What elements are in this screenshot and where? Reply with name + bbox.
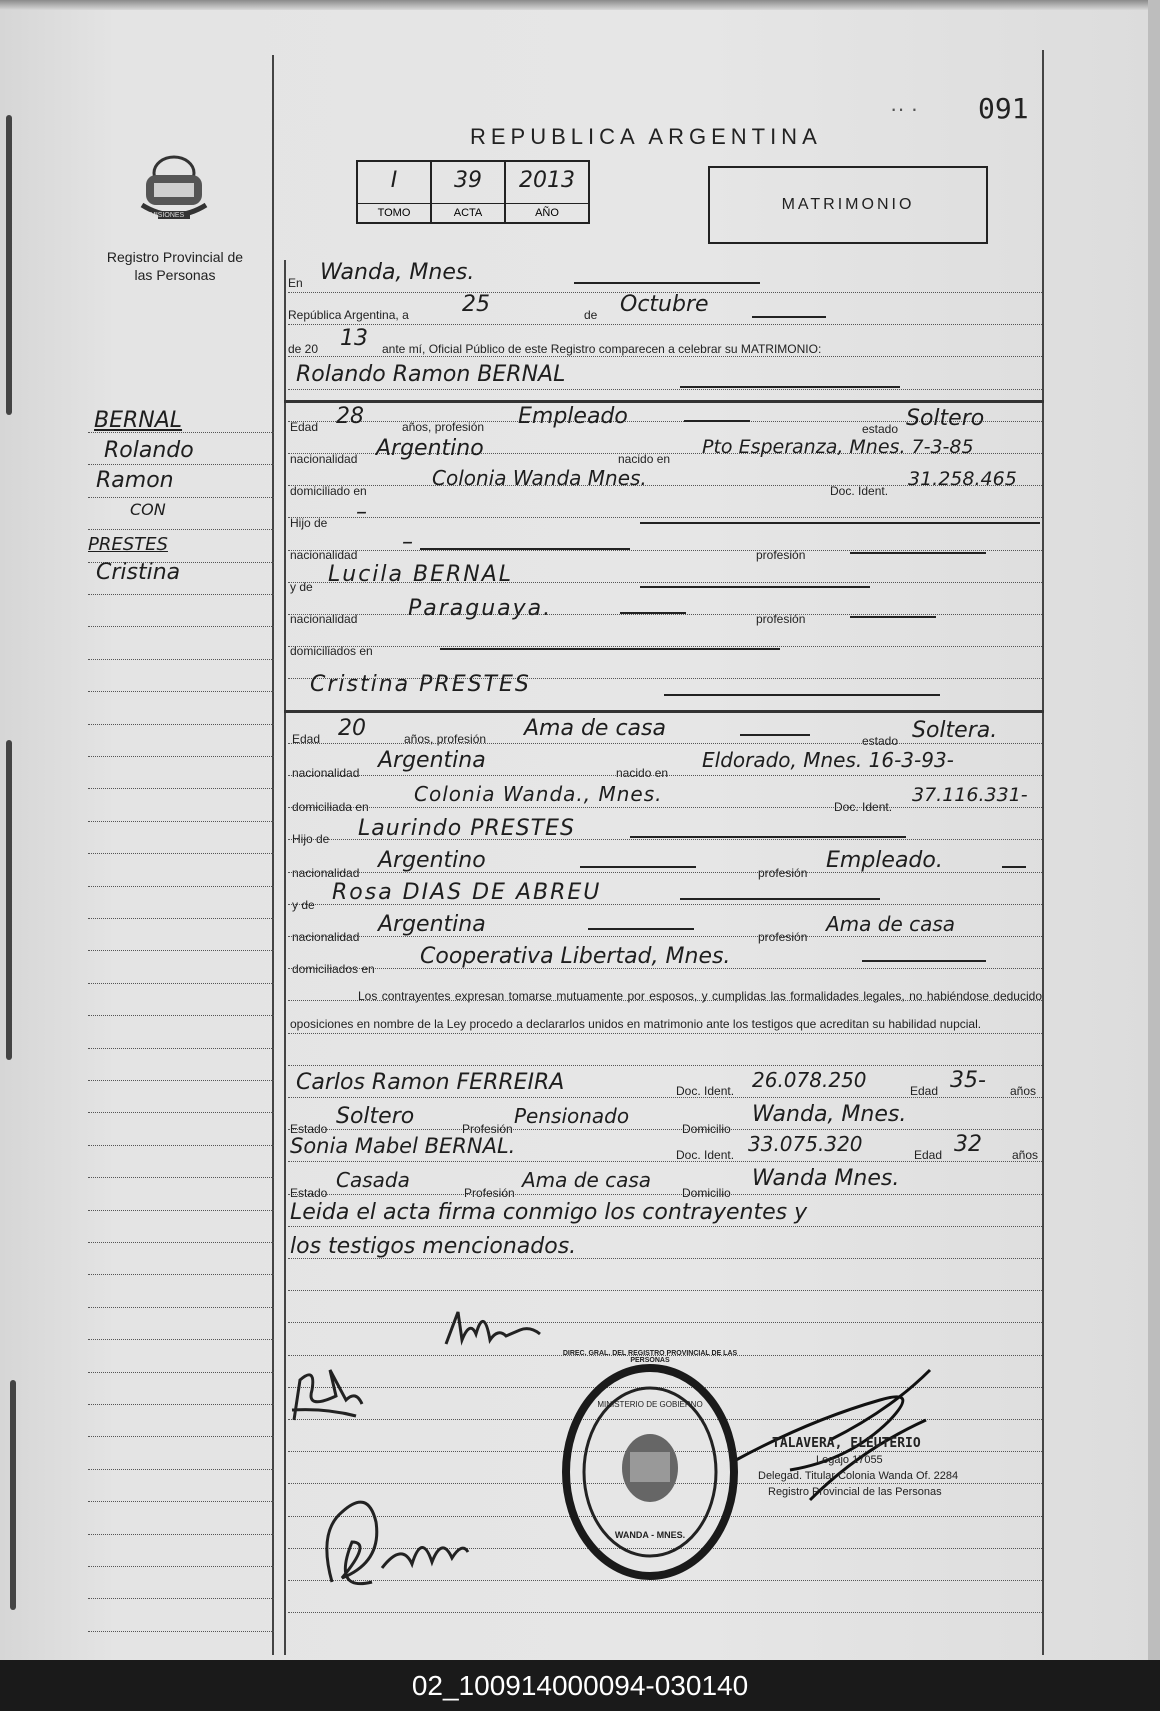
witness1-name: Carlos Ramon FERREIRA — [296, 1070, 565, 1095]
witness2-prof-label: Profesión — [464, 1186, 515, 1200]
form-rule — [288, 614, 1042, 615]
witness2-dom: Wanda Mnes. — [752, 1166, 900, 1191]
witness2-age: 32 — [954, 1132, 982, 1157]
acta-cell — [432, 162, 506, 222]
margin-rule — [88, 886, 274, 887]
groom-doc: 31.258.465 — [908, 468, 1017, 490]
binder-mark — [6, 115, 12, 415]
de-label: de — [584, 308, 598, 322]
declaration-text: Los contrayentes expresan tomarse mutuamente por esposos, y cumplidas las formalidades legales, no habiéndose deducido oposiciones en nombre de la Ley procedo a declararlos unidos en matrimonio ante los testigos que acreditan su habilidad nupcial. — [290, 989, 1042, 1031]
fill-dash — [752, 316, 826, 318]
margin-rule — [88, 1112, 274, 1113]
fill-dash — [574, 282, 760, 284]
doc-number: 091 — [978, 92, 1029, 125]
fill-dash — [440, 648, 780, 650]
form-rule — [288, 1322, 1042, 1323]
official-title: Delegad. Titular Colonia Wanda Of. 2284 — [758, 1470, 959, 1482]
margin-rule — [88, 1372, 274, 1373]
groom-profession: Empleado — [518, 404, 628, 429]
marriage-year: 13 — [340, 326, 368, 351]
groom-dom-label: domiciliado en — [290, 484, 367, 498]
bride-father-prof: Empleado. — [826, 848, 943, 873]
witness2-estado-label: Estado — [290, 1186, 328, 1200]
form-rule — [288, 743, 1042, 744]
groom-mother-prof-label: profesión — [756, 612, 806, 626]
marriage-day: 25 — [462, 292, 490, 317]
signature-witnesses — [312, 1472, 472, 1602]
acta-value: 39 — [454, 168, 482, 193]
form-rule — [288, 1290, 1042, 1291]
fill-dash — [850, 552, 986, 554]
tomo-cell — [358, 162, 432, 222]
groom-father: – — [356, 500, 367, 525]
stamp-inner-text: MINISTERIO DE GOBIERNO — [597, 1400, 703, 1409]
fill-dash — [580, 866, 696, 868]
fill-dash — [680, 898, 880, 900]
marriage-place: Wanda, Mnes. — [320, 260, 475, 285]
stamp-ring-text: DIREC. GRAL. DEL REGISTRO PROVINCIAL DE LAS PERSONAS — [562, 1350, 738, 1364]
margin-rule — [88, 497, 274, 498]
witness2-doc: 33.075.320 — [748, 1132, 863, 1156]
section-divider — [284, 400, 1044, 403]
margin-rule — [88, 1080, 274, 1081]
margin-rule — [88, 1242, 274, 1243]
margin-surname-bride: PRESTES — [88, 534, 168, 555]
bride-prof-label: años, profesión — [404, 732, 487, 746]
witness1-prof-label: Profesión — [462, 1122, 513, 1136]
closing-line-2: los testigos mencionados. — [290, 1234, 577, 1259]
fill-dash — [630, 836, 906, 838]
groom-edad-label: Edad — [290, 420, 319, 434]
form-rule — [288, 807, 1042, 808]
groom-civil-state: Soltero — [906, 406, 985, 431]
bride-dom-label: domiciliada en — [292, 800, 369, 814]
margin-divider — [272, 55, 274, 1655]
margin-rule — [88, 1469, 274, 1470]
witness1-doc: 26.078.250 — [752, 1068, 867, 1092]
bride-parents-domicile: Cooperativa Libertad, Mnes. — [420, 944, 731, 969]
footer-id: 02_100914000094-030140 — [411, 1670, 749, 1701]
margin-rule — [88, 691, 274, 692]
form-rule — [288, 517, 1042, 518]
bride-doms-label: domiciliados en — [292, 962, 375, 976]
section-divider — [284, 710, 1044, 713]
margin-surname-groom: BERNAL — [94, 408, 183, 433]
form-rule — [288, 389, 1042, 390]
form-rule — [288, 356, 1042, 357]
closing-line-1: Leida el acta firma conmigo los contrayentes y — [290, 1200, 808, 1225]
witness1-estado: Soltero — [336, 1104, 415, 1129]
margin-rule — [88, 1274, 274, 1275]
form-left-border — [284, 260, 286, 1655]
bride-hijo-label: Hijo de — [292, 832, 330, 846]
groom-domicile: Colonia Wanda Mnes. — [432, 466, 647, 490]
witness2-estado: Casada — [336, 1168, 410, 1192]
margin-rule — [88, 1015, 274, 1016]
binder-mark — [10, 1380, 16, 1610]
tomo-acta-ano-box — [356, 160, 590, 224]
groom-mother: Lucila BERNAL — [328, 562, 514, 587]
act-type: MATRIMONIO — [781, 196, 915, 213]
groom-estado-label: estado — [862, 422, 899, 436]
margin-rule — [88, 1048, 274, 1049]
fill-dash — [588, 928, 694, 930]
acta-label: ACTA — [432, 203, 504, 222]
groom-father-nac-label: nacionalidad — [290, 548, 358, 562]
form-rule — [288, 1129, 1042, 1130]
bride-name: Cristina PRESTES — [310, 672, 531, 697]
groom-nationality: Argentino — [376, 436, 484, 461]
margin-rule — [88, 788, 274, 789]
bride-yde-label: y de — [292, 898, 315, 912]
matrimonio-box — [708, 166, 988, 244]
signature-bride — [286, 1360, 366, 1430]
margin-rule — [88, 1210, 274, 1211]
ano-cell — [506, 162, 588, 222]
fill-dash — [740, 734, 810, 736]
groom-nacido-label: nacido en — [618, 452, 671, 466]
country-title: REPUBLICA ARGENTINA — [470, 124, 822, 149]
bride-mother-prof-label: profesión — [758, 930, 808, 944]
bride-father-prof-label: profesión — [758, 866, 808, 880]
groom-father-nat: – — [402, 530, 413, 555]
witness1-dom: Wanda, Mnes. — [752, 1102, 907, 1127]
official-registry: Registro Provincial de las Personas — [768, 1486, 942, 1498]
bride-mother-prof: Ama de casa — [826, 912, 956, 936]
fill-dash — [1002, 866, 1026, 868]
margin-con: CON — [130, 500, 166, 519]
witness2-name: Sonia Mabel BERNAL. — [290, 1134, 516, 1158]
witness1-dom-label: Domicilio — [682, 1122, 731, 1136]
witness1-anos-label: años — [1010, 1084, 1037, 1098]
form-rule — [288, 646, 1042, 647]
witness2-doc-label: Doc. Ident. — [676, 1148, 735, 1162]
fill-dash — [850, 616, 936, 618]
margin-rule — [88, 1631, 274, 1632]
margin-rule — [88, 1534, 274, 1535]
witness2-edad-label: Edad — [914, 1148, 943, 1162]
groom-doc-label: Doc. Ident. — [830, 484, 889, 498]
witness2-dom-label: Domicilio — [682, 1186, 731, 1200]
witness1-prof: Pensionado — [514, 1104, 630, 1128]
groom-name: Rolando Ramon BERNAL — [296, 362, 566, 387]
republica-label: República Argentina, a — [288, 308, 409, 322]
groom-yde-label: y de — [290, 580, 313, 594]
tomo-label: TOMO — [358, 203, 430, 222]
province-seal-icon — [134, 145, 214, 235]
signature-groom — [440, 1300, 560, 1360]
fill-dash — [684, 420, 750, 422]
official-name: TALAVERA, ELEUTERIO — [772, 1436, 921, 1451]
fill-dash — [862, 960, 986, 962]
margin-rule — [88, 1177, 274, 1178]
ano-value: 2013 — [519, 168, 575, 193]
form-rule — [288, 1065, 1042, 1066]
margin-rule — [88, 950, 274, 951]
witness2-prof: Ama de casa — [522, 1168, 652, 1192]
form-rule — [288, 1226, 1042, 1227]
binder-mark — [6, 740, 12, 1060]
bride-estado-label: estado — [862, 734, 899, 748]
seal-label: MISIONES — [150, 212, 185, 219]
page-top-edge — [0, 0, 1160, 10]
groom-doms-label: domiciliados en — [290, 644, 373, 658]
bride-birth: Eldorado, Mnes. 16-3-93- — [702, 748, 954, 772]
margin-rule — [88, 1436, 274, 1437]
groom-prof-label: años, profesión — [402, 420, 485, 434]
fill-dash — [640, 586, 870, 588]
form-rule — [288, 324, 1042, 325]
margin-rule — [88, 1501, 274, 1502]
bride-edad-label: Edad — [292, 732, 321, 746]
groom-father-prof-label: profesión — [756, 548, 806, 562]
form-rule — [288, 1612, 1042, 1613]
ano-label: AÑO — [506, 203, 588, 222]
bride-father: Laurindo PRESTES — [358, 816, 575, 841]
fill-dash — [664, 694, 940, 696]
bride-doc-label: Doc. Ident. — [834, 800, 893, 814]
witness2-anos-label: años — [1012, 1148, 1039, 1162]
margin-name2-groom: Ramon — [96, 468, 174, 493]
bride-mother: Rosa DIAS DE ABREU — [332, 880, 602, 905]
margin-rule — [88, 594, 274, 595]
en-label: En — [288, 276, 303, 290]
bride-nacido-label: nacido en — [616, 766, 669, 780]
groom-age: 28 — [336, 404, 364, 429]
marriage-month: Octubre — [620, 292, 709, 317]
registry-label: Registro Provincial de las Personas — [106, 249, 244, 283]
margin-rule — [88, 1339, 274, 1340]
witness1-edad-label: Edad — [910, 1084, 939, 1098]
bride-father-nac-label: nacionalidad — [292, 866, 360, 880]
fill-dash — [620, 612, 686, 614]
margin-rule — [88, 659, 274, 660]
fill-dash — [640, 522, 1040, 524]
groom-mother-nat: Paraguaya. — [408, 596, 553, 621]
groom-birth: Pto Esperanza, Mnes. 7-3-85 — [702, 436, 974, 458]
margin-rule — [88, 626, 274, 627]
appear-text: ante mí, Oficial Público de este Registro comparecen a celebrar su MATRIMONIO: — [382, 342, 822, 356]
bride-age: 20 — [338, 716, 366, 741]
bride-profession: Ama de casa — [524, 716, 666, 741]
doc-prefix: ·· · — [890, 96, 919, 121]
margin-rule — [88, 821, 274, 822]
form-right-border — [1042, 50, 1044, 1655]
margin-rule — [88, 1566, 274, 1567]
margin-rule — [88, 918, 274, 919]
bride-civil-state: Soltera. — [912, 718, 998, 743]
form-rule — [288, 1194, 1042, 1195]
margin-rule — [88, 756, 274, 757]
witness1-doc-label: Doc. Ident. — [676, 1084, 735, 1098]
bride-domicile: Colonia Wanda., Mnes. — [414, 782, 663, 806]
official-stamp — [560, 1362, 740, 1582]
groom-mother-nac-label: nacionalidad — [290, 612, 358, 626]
bride-father-nat: Argentino — [378, 848, 486, 873]
margin-rule — [88, 1598, 274, 1599]
fill-dash — [680, 386, 900, 388]
bride-doc: 37.116.331- — [912, 784, 1028, 806]
witness1-estado-label: Estado — [290, 1122, 328, 1136]
tomo-value: I — [390, 168, 398, 193]
bride-nationality: Argentina — [378, 748, 486, 773]
margin-rule — [88, 983, 274, 984]
groom-nac-label: nacionalidad — [290, 452, 358, 466]
margin-name-groom: Rolando — [104, 438, 194, 463]
margin-rule — [88, 853, 274, 854]
margin-name-bride: Cristina — [96, 560, 181, 585]
official-legajo: Legajo 17055 — [816, 1454, 883, 1466]
page-right-edge — [1148, 0, 1160, 1660]
groom-hijo-label: Hijo de — [290, 516, 328, 530]
bride-mother-nat: Argentina — [378, 912, 486, 937]
margin-rule — [88, 1145, 274, 1146]
stamp-bottom-text: WANDA - MNES. — [614, 1530, 686, 1540]
bride-mother-nac-label: nacionalidad — [292, 930, 360, 944]
margin-rule — [88, 1404, 274, 1405]
margin-rule — [88, 529, 274, 530]
year-prefix: de 20 — [288, 342, 319, 356]
fill-dash — [420, 548, 630, 550]
margin-rule — [88, 724, 274, 725]
witness1-age: 35- — [950, 1068, 986, 1093]
margin-rule — [88, 464, 274, 465]
bride-nac-label: nacionalidad — [292, 766, 360, 780]
margin-rule — [88, 1307, 274, 1308]
